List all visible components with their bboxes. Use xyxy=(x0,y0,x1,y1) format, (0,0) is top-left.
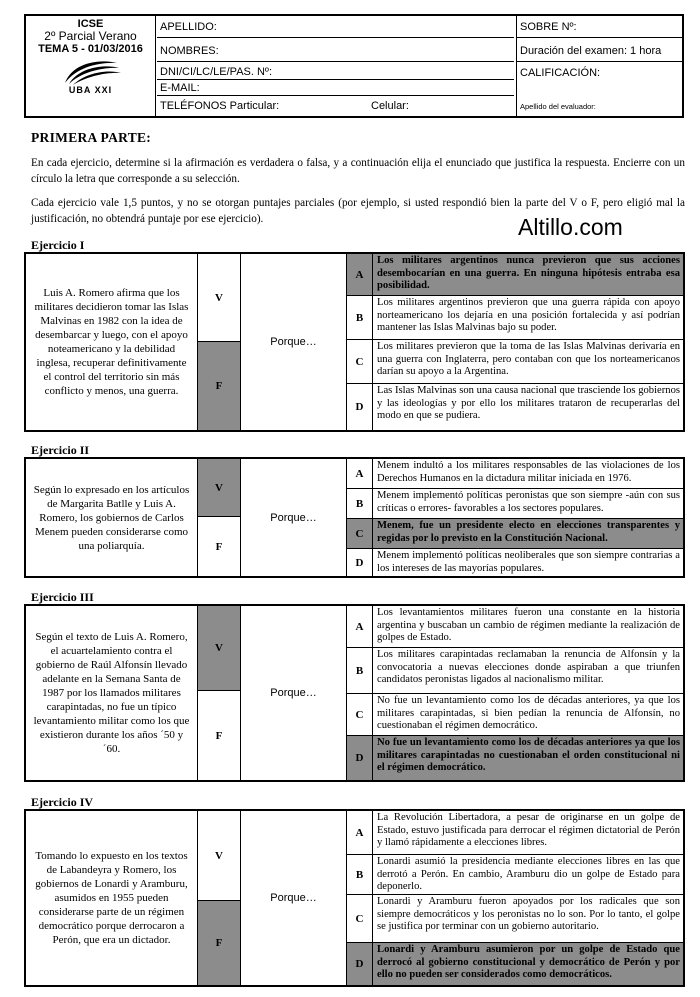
exercise-statement xyxy=(26,606,198,780)
apellido-field[interactable] xyxy=(157,16,514,38)
option-letter-b[interactable]: B xyxy=(347,648,373,694)
email-field[interactable] xyxy=(157,80,514,96)
nombres-field[interactable] xyxy=(157,38,514,62)
calificacion-label: CALIFICACIÓN: xyxy=(520,67,601,79)
apellido-label: APELLIDO: xyxy=(160,21,217,33)
option-letter-d[interactable]: D xyxy=(347,384,373,430)
option-letter-a[interactable]: A xyxy=(347,811,373,855)
exercise-table xyxy=(24,252,685,432)
intro-paragraph-1: En cada ejercicio, determine si la afirmación es verdadera o falsa, y a continuación elija el enunciado que justifica la respuesta. Encierre con un círculo la letra que corresponde a su selección. xyxy=(31,157,685,185)
sobre-label: SOBRE Nº: xyxy=(520,21,577,33)
watermark: Altillo.com xyxy=(518,214,623,240)
evaluador-field[interactable] xyxy=(517,100,683,114)
statement-text: Según el texto de Luis A. Romero, el acuartelamiento contra el gobierno de Raúl Alfonsín llevado adelante en la Semana Santa de 1987 por los llamados militares carapintadas, no fue un típico levantamiento militar como los que existieron durante los años ´50 y ´60. xyxy=(33,631,190,755)
porque-label: Porque… xyxy=(241,606,347,780)
exercise-table xyxy=(24,604,685,782)
exercise-title: Ejercicio III xyxy=(31,590,94,604)
evaluador-label: Apellido del evaluador: xyxy=(520,102,596,111)
porque-label: Porque… xyxy=(241,254,347,430)
option-text-d: No fue un levantamiento como los de décadas anteriores ya que los militares carapintadas no cuestionaban el orden constitucional ni el régimen democrático. xyxy=(373,736,683,780)
false-option[interactable]: F xyxy=(198,517,241,576)
option-letter-c[interactable]: C xyxy=(347,694,373,736)
option-text-c: Lonardi y Aramburu fueron apoyados por los radicales que son siempre democráticos y los peronistas no lo son. Por lo tanto, el golpe se justifica por terminar con un gobierno autoritario. xyxy=(373,895,683,943)
uba-logo-icon xyxy=(59,57,123,87)
intro-paragraph-2: Cada ejercicio vale 1,5 puntos, y no se otorgan puntajes parciales (por ejemplo, si usted respondió bien la parte del V o F, pero eligió mal la justificación, no obtendrá puntaje por ese ejercicio). xyxy=(31,197,685,225)
exercise-title: Ejercicio II xyxy=(31,443,90,457)
exercise-statement xyxy=(26,459,198,576)
celular-label: Celular: xyxy=(371,100,409,112)
option-text-a: Los levantamientos militares fueron una constante en la historia argentina y buscaban un cambio de régimen mediante la realización de golpes de Estado. xyxy=(373,606,683,648)
option-text-c: No fue un levantamiento como los de décadas anteriores, ya que los militares carapintadas, si bien pedían la renuncia de Alfonsín, no cuestionaban el régimen democrático. xyxy=(373,694,683,736)
option-text-c: Los militares previeron que la toma de las Islas Malvinas derivaría en una guerra con Inglaterra, pero contaban con que los norteamericanos darían su apoyo a la Argentina. xyxy=(373,340,683,384)
option-text-d: Menem implementó políticas neoliberales que son siempre contrarias a los intereses de las mayorías populares. xyxy=(377,550,680,574)
option-text-b: Menem implementó políticas peronistas que son siempre -aún con sus críticas o errores- favorables a los sectores populares. xyxy=(373,489,683,519)
exercise-statement xyxy=(26,811,198,985)
part-title: PRIMERA PARTE: xyxy=(31,130,152,145)
exam-name: 2º Parcial Verano xyxy=(44,29,137,43)
header-exam-info xyxy=(516,16,683,116)
true-option[interactable]: V xyxy=(198,459,241,517)
option-letter-c[interactable]: C xyxy=(347,895,373,943)
exam-header xyxy=(24,14,684,118)
porque-label: Porque… xyxy=(241,459,347,576)
header-institution-block xyxy=(26,16,156,116)
exercise-title: Ejercicio I xyxy=(31,238,85,252)
option-text-a: La Revolución Libertadora, a pesar de originarse en un golpe de Estado, estuvo justificada para derrocar el régimen dictatorial de Perón y llamó rápidamente a elecciones libres. xyxy=(373,811,683,855)
option-letter-a[interactable]: A xyxy=(347,606,373,648)
exercise-title: Ejercicio IV xyxy=(31,795,94,809)
option-text-b: Los militares argentinos previeron que una guerra rápida con apoyo norteamericano los dejaría en una posición fortalecida y así podrían mantener las Islas Malvinas bajo su poder. xyxy=(373,296,683,340)
option-letter-c[interactable]: C xyxy=(347,340,373,384)
statement-text: Según lo expresado en los artículos de Margarita Batlle y Luis A. Romero, los gobiernos de Carlos Menem pueden considerarse como una poliarquía. xyxy=(33,483,190,552)
option-text-d: Lonardi y Aramburu asumieron por un golpe de Estado que derrocó al gobierno constitucional y democrático de Perón y por ello no pueden ser considerados como democráticos. xyxy=(373,943,683,985)
true-option[interactable]: V xyxy=(198,811,241,901)
option-text-b: Los militares carapintadas reclamaban la renuncia de Alfonsín y la convocatoria a nuevas elecciones donde aspiraban a que triunfen candidatos peronistas ligados al nacionalismo militar. xyxy=(373,648,683,694)
nombres-label: NOMBRES: xyxy=(160,45,219,57)
sobre-field[interactable] xyxy=(517,16,683,38)
calificacion-field[interactable] xyxy=(517,64,683,82)
option-letter-d[interactable]: D xyxy=(347,549,373,576)
option-letter-b[interactable]: B xyxy=(347,489,373,519)
duracion-label: Duración del examen: 1 hora xyxy=(520,45,662,57)
statement-text: Tomando lo expuesto en los textos de Labandeyra y Romero, los gobiernos de Lonardi y Aramburu, asumidos en 1955 pueden considerarse parte de un régimen democrático porque derrocaron a Perón, que era un dictador. xyxy=(35,850,188,946)
option-letter-b[interactable]: B xyxy=(347,855,373,895)
option-letter-a[interactable]: A xyxy=(347,459,373,489)
exercise-statement xyxy=(26,254,198,430)
telefonos-field[interactable] xyxy=(157,96,514,116)
statement-text: Luis A. Romero afirma que los militares decidieron tomar las Islas Malvinas en 1982 con la idea de desembarcar y luego, con el apoyo noteamericano y la debilidad inglesa, recuperar definitivamente el control del territorio sin más conflicto y menos, una guerra. xyxy=(34,287,189,397)
porque-label: Porque… xyxy=(241,811,347,985)
option-text-a: Los militares argentinos nunca previeron que sus acciones desembocarían en una guerra. En ninguna hipótesis entraba esa posibilidad. xyxy=(373,254,683,296)
option-text-d: Las Islas Malvinas son una causa nacional que trasciende los gobiernos y las ideologías y por ello los militares trataron de recuperarlas del modo en que se pudiera. xyxy=(377,385,680,422)
uba-logo-text: UBA XXI xyxy=(68,85,113,95)
institution-name: ICSE xyxy=(77,18,104,30)
true-option[interactable]: V xyxy=(198,254,241,342)
false-option[interactable]: F xyxy=(198,901,241,985)
exam-tema: TEMA 5 - 01/03/2016 xyxy=(38,43,143,55)
option-letter-b[interactable]: B xyxy=(347,296,373,340)
option-letter-d[interactable]: D xyxy=(347,736,373,780)
exercise-table xyxy=(24,809,685,987)
option-text-c: Menem, fue un presidente electo en elecciones transparentes y regidas por lo previsto en la Constitución Nacional. xyxy=(373,519,683,549)
option-letter-c[interactable]: C xyxy=(347,519,373,549)
duracion-field xyxy=(517,38,683,62)
false-option[interactable]: F xyxy=(198,342,241,430)
telefonos-label: TELÉFONOS Particular: xyxy=(160,100,280,112)
header-student-fields xyxy=(157,16,514,116)
option-letter-d[interactable]: D xyxy=(347,943,373,985)
option-text-a: Menem indultó a los militares responsables de las violaciones de los Derechos Humanos en la dictadura militar iniciada en 1976. xyxy=(373,459,683,489)
true-option[interactable]: V xyxy=(198,606,241,691)
option-text-b: Lonardi asumió la presidencia mediante elecciones libres en las que derrotó a Perón. En cambio, Aramburu dio un golpe de Estado para deponerlo. xyxy=(373,855,683,895)
option-letter-a[interactable]: A xyxy=(347,254,373,296)
email-label: E-MAIL: xyxy=(160,82,200,94)
doc-label: DNI/CI/LC/LE/PAS. Nº: xyxy=(160,66,273,78)
doc-field[interactable] xyxy=(157,62,514,80)
false-option[interactable]: F xyxy=(198,691,241,780)
exercise-table xyxy=(24,457,685,578)
